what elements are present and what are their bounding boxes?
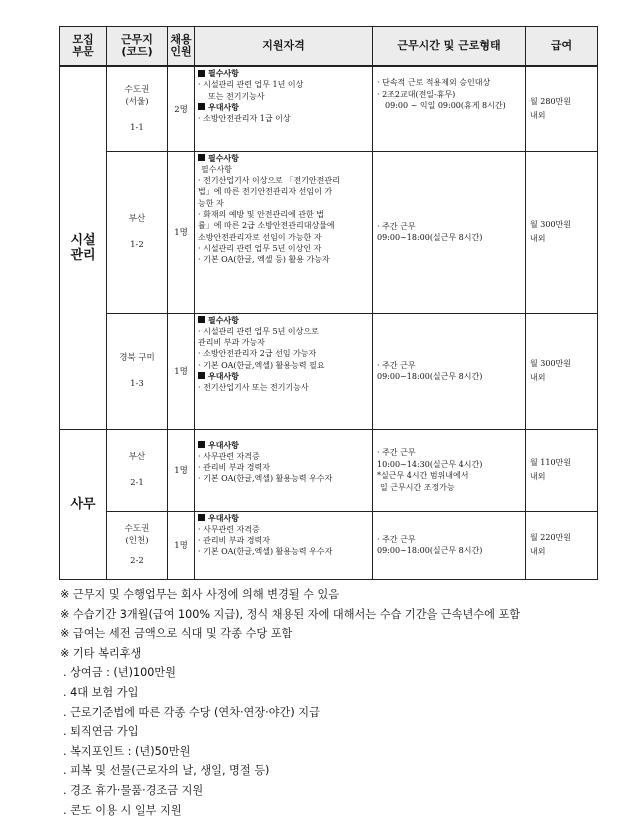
benefit-item: . 근로기준법에 따른 각종 수당 (연차·연장·야간) 지급 — [63, 705, 320, 719]
pay-cell: 월 280만원 내외 — [526, 66, 598, 151]
table-row — [60, 429, 598, 511]
hire-count: 2명 — [168, 66, 195, 151]
qualification-cell: 우대사항 · 사무관련 자격증 · 관리비 부과 경력자 · 기본 OA(한글,엑셀) 활용능력 우수자 — [195, 511, 373, 579]
location-code: 1-2 — [130, 240, 144, 250]
header-qualification: 지원자격 — [195, 27, 373, 67]
benefit-item: . 피복 및 선물(근로자의 날, 생일, 명절 등) — [63, 764, 270, 778]
hire-count: 1명 — [168, 429, 195, 511]
location-cell: 부산 2-1 — [107, 429, 168, 511]
hours-cell: · 주간 근무 09:00~18:00(실근무 8시간) — [373, 511, 526, 579]
header-count: 채용 인원 — [168, 27, 195, 67]
preferred-heading: 우대사항 — [198, 513, 369, 524]
location-cell: 수도권 (서울) 1-1 — [107, 66, 168, 151]
benefit-item: . 4대 보험 가입 — [63, 685, 139, 699]
table-row — [60, 66, 598, 151]
location-code: 1-1 — [130, 122, 144, 133]
category-office: 사무 — [60, 429, 107, 579]
table-row — [60, 511, 598, 579]
pay-cell: 월 300만원 내외 — [526, 313, 598, 429]
required-heading: 필수사항 — [198, 315, 369, 326]
location-cell: 부산 1-2 — [107, 151, 168, 313]
header-category: 모집 부문 — [60, 27, 107, 67]
qualification-cell: 우대사항 · 사무관련 자격증 · 관리비 부과 경력자 · 기본 OA(한글,엑셀) 활용능력 우수자 — [195, 429, 373, 511]
benefit-item: . 상여금 : (년)100만원 — [63, 666, 176, 680]
location-code: 1-3 — [130, 379, 144, 389]
preferred-heading: 우대사항 — [198, 371, 369, 382]
note-line: ※ 기타 복리후생 — [60, 646, 142, 660]
location-cell: 수도권 (인천) 2-2 — [107, 511, 168, 579]
hire-count: 1명 — [168, 313, 195, 429]
required-heading: 필수사항 — [198, 68, 369, 79]
hire-count: 1명 — [168, 151, 195, 313]
location-code: 2-2 — [130, 556, 144, 566]
header-hours: 근무시간 및 근로형태 — [373, 27, 526, 67]
hours-cell: · 주간 근무 09:00~18:00(실근무 8시간) — [373, 151, 526, 313]
note-line: ※ 급여는 세전 금액으로 식대 및 각종 수당 포함 — [60, 627, 293, 641]
location-code: 2-1 — [130, 478, 144, 488]
required-heading: 필수사항 — [198, 153, 369, 164]
recruitment-table — [59, 26, 598, 580]
header-pay: 급여 — [526, 27, 598, 67]
table-row — [60, 313, 598, 429]
preferred-heading: 우대사항 — [198, 102, 369, 113]
qualification-cell: 필수사항 · 시설관리 관련 업무 1년 이상 또는 전기기능사 우대사항 · 소방안전관리자 1급 이상 — [195, 66, 373, 151]
note-line: ※ 수습기간 3개월(급여 100% 지급), 정식 채용된 자에 대해서는 수습 기간을 근속년수에 포함 — [60, 607, 521, 621]
benefit-item: . 복지포인트 : (년)50만원 — [63, 744, 191, 758]
notes-section — [60, 585, 620, 820]
hours-cell: · 단속적 근로 적용제외 승인대상 · 2조2교대(전일-휴무) 09:00 ~ 익일 09:00(휴게 8시간) — [373, 66, 526, 151]
note-line: ※ 근무지 및 수행업무는 회사 사정에 의해 변경될 수 있음 — [60, 588, 340, 601]
table-row — [60, 151, 598, 313]
pay-cell: 월 300만원 내외 — [526, 151, 598, 313]
benefit-item: . 경조 휴가·물품·경조금 지원 — [63, 783, 204, 797]
category-facility: 시설 관리 — [60, 66, 107, 429]
pay-cell: 월 220만원 내외 — [526, 511, 598, 579]
hire-count: 1명 — [168, 511, 195, 579]
hours-cell: · 주간 근무 10:00~14:30(실근무 4시간) *실근무 4시간 범위내에서 일 근무시간 조정가능 — [373, 429, 526, 511]
header-location: 근무지 (코드) — [107, 27, 168, 67]
preferred-heading: 우대사항 — [198, 440, 369, 451]
benefit-item: . 퇴직연금 가입 — [63, 725, 139, 739]
hours-cell: · 주간 근무 09:00~18:00(실근무 8시간) — [373, 313, 526, 429]
qualification-cell: 필수사항 · 시설관리 관련 업무 5년 이상으로 관리비 부과 가능자 · 소방안전관리자 2급 선임 가능자 · 기본 OA(한글,엑셀) 활용능력 필요 우대사항 · 전기산업기사 또는 전기기능사 — [195, 313, 373, 429]
location-cell: 경북 구미 1-3 — [107, 313, 168, 429]
table-header-row — [60, 27, 598, 67]
pay-cell: 월 110만원 내외 — [526, 429, 598, 511]
benefit-item: . 콘도 이용 시 일부 지원 — [63, 803, 182, 817]
qualification-cell: 필수사항 필수사항 · 전기산업기사 이상으로 「전기안전관리 법」에 따른 전기안전관리자 선임이 가 능한 자 · 화재의 예방 및 안전관리에 관한 법 률」에 따른 2급 소방안전관리대상물에 소방안전관리자로 선임이 가능한 자 · 시설관리 관련 업무 5년 이상인 자 · 기본 OA(한글, 엑셀 등) 활용 가능자 — [195, 151, 373, 313]
